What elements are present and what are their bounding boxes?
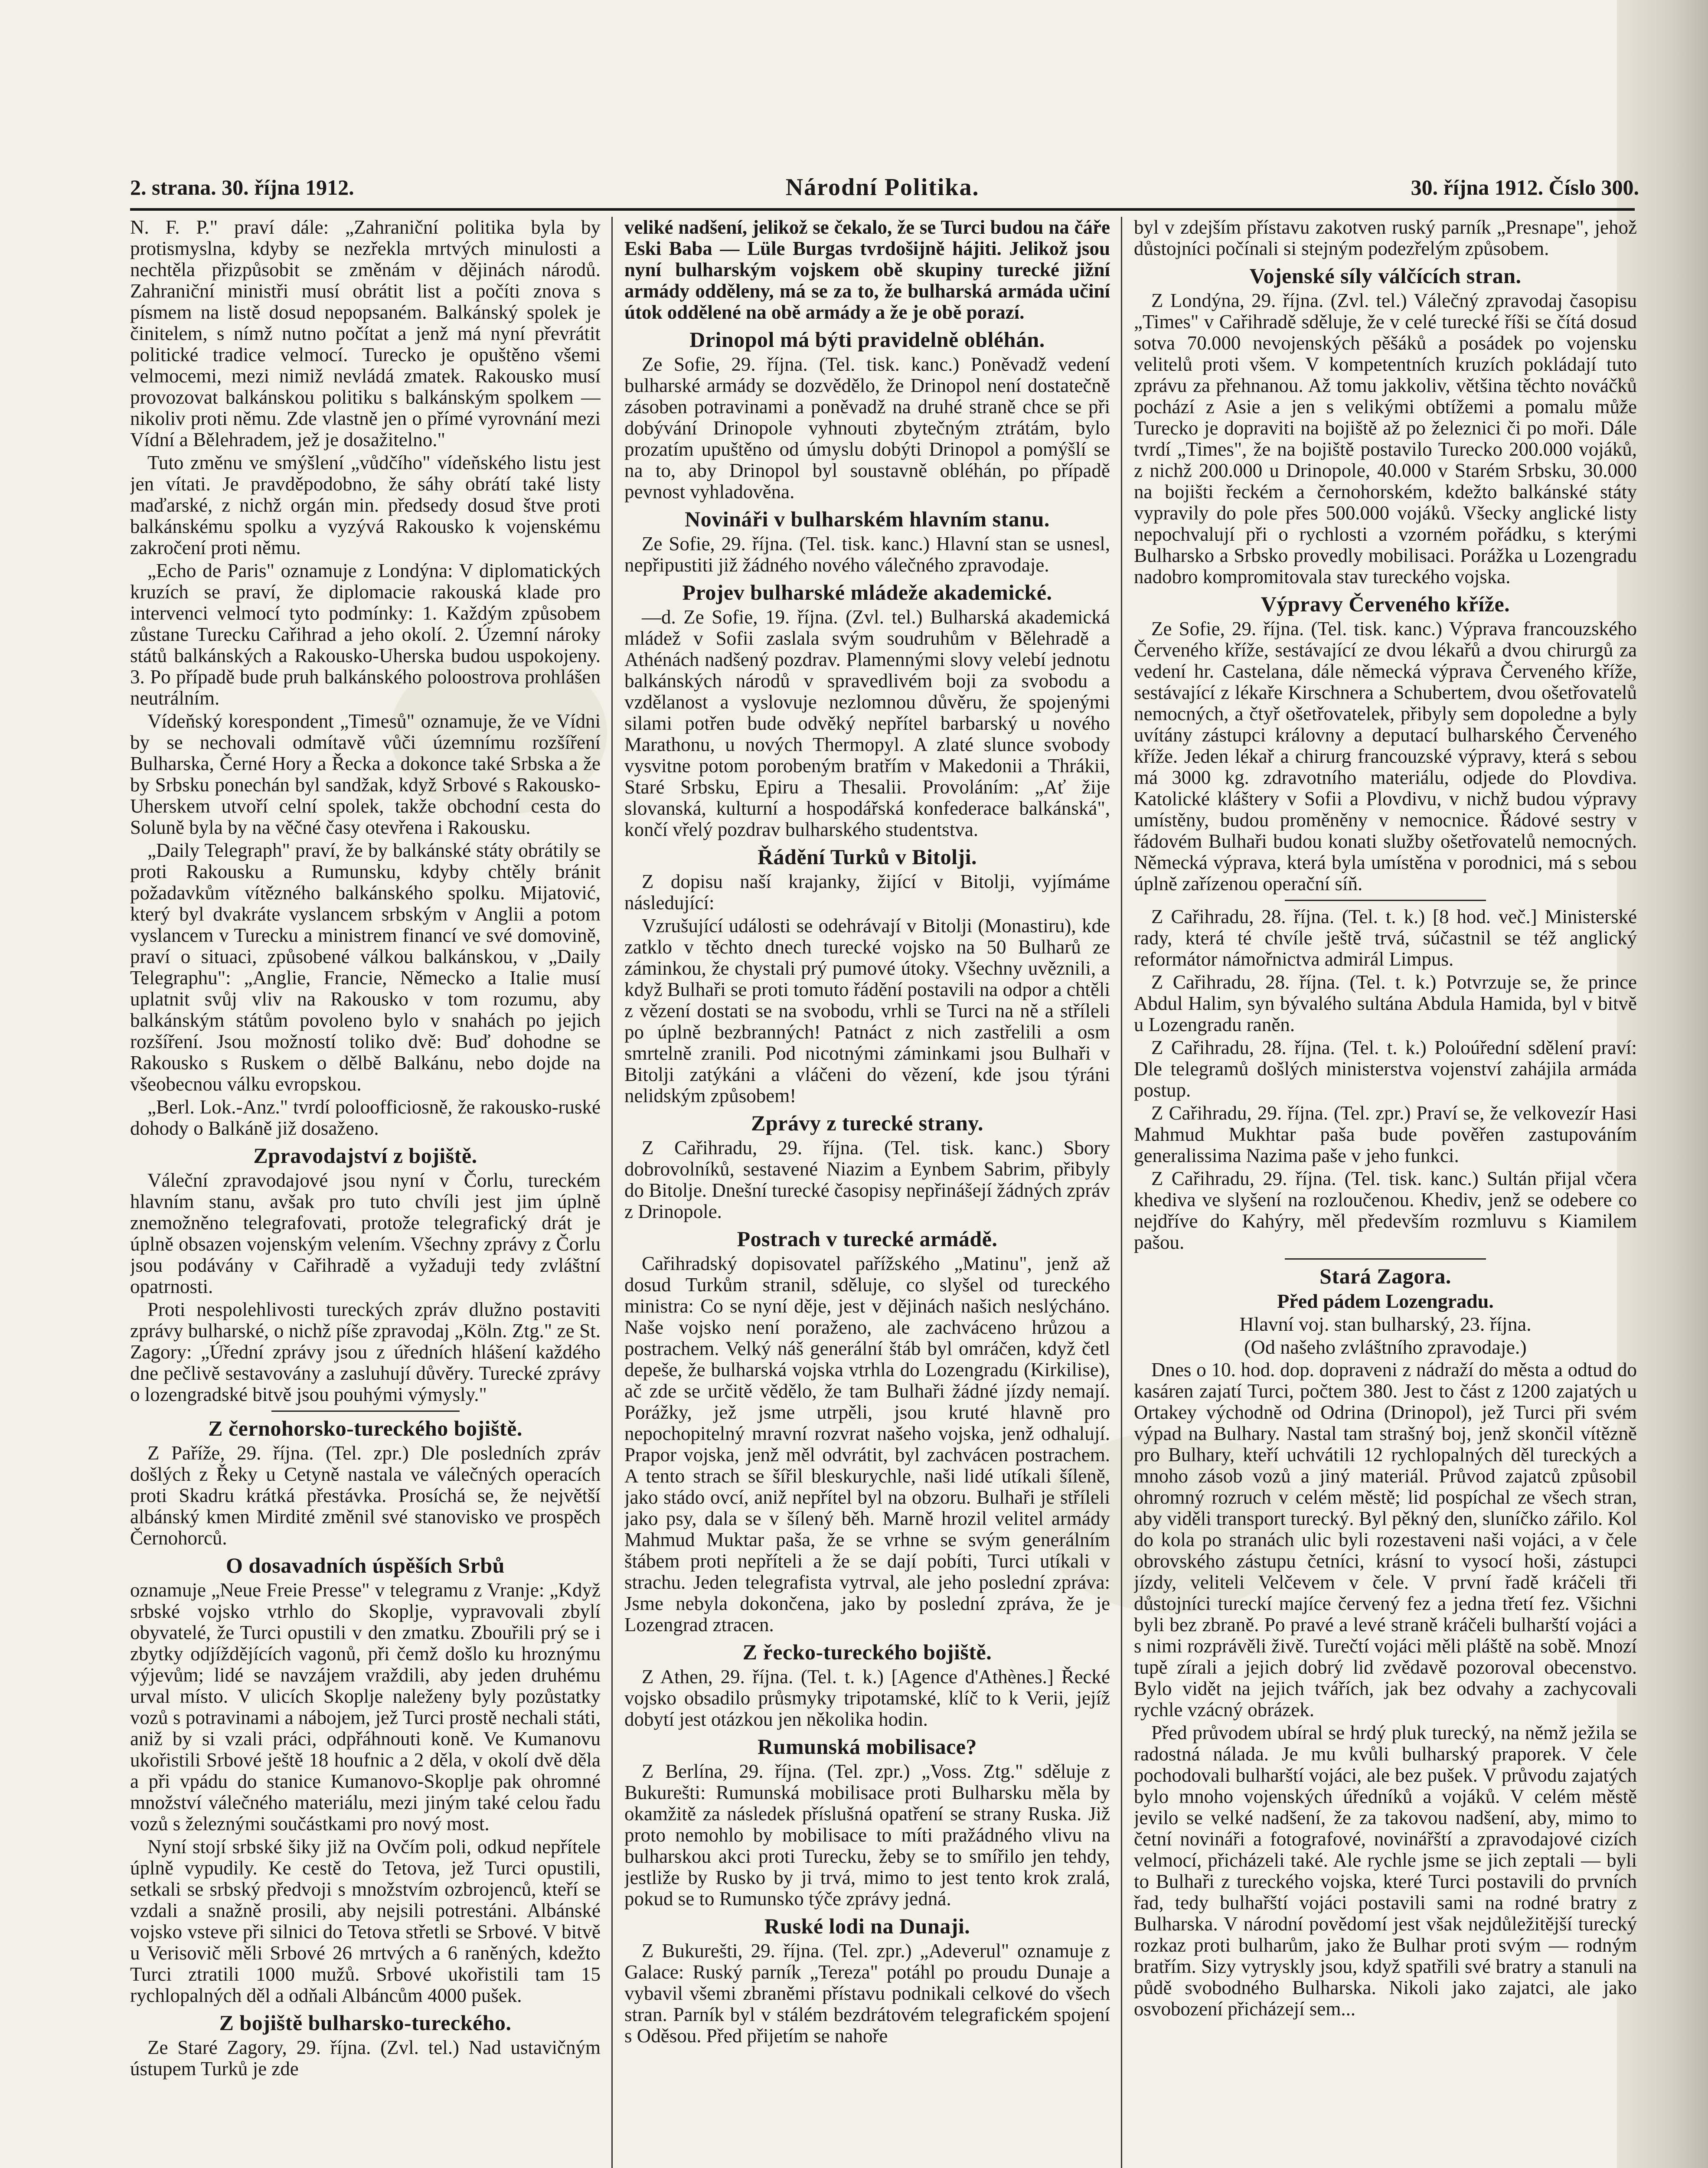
article-paragraph: Z Paříže, 29. října. (Tel. zpr.) Dle posledních zpráv došlých z Řeky u Cetyně nastala ve válečných operacích proti Skadru krátká přestávka. Prosíchá se, že největší albánský kmen Mirdité změnil své stanovisko ve prospěch Černohorců. [130,1442,601,1549]
article-heading: Z bojiště bulharsko-tureckého. [219,2011,512,2035]
section-separator [1285,1258,1486,1260]
article-paragraph: Z Cařihradu, 28. října. (Tel. t. k.) [8 hod. več.] Ministerské rady, která té chvíle ještě trvá, súčastnil se též anglický reformátor námořnictva admirál Limpus. [1134,906,1637,970]
article-byline: (Od našeho zvláštního zpravodaje.) [1244,1336,1527,1358]
article-paragraph: Ze Sofie, 29. října. (Tel. tisk. kanc.) Hlavní stan se usnesl, nepřipustiti již žádného nového válečného zpravodaje. [624,533,1110,576]
masthead-right: 30. října 1912. Číslo 300. [1411,175,1639,199]
article-paragraph: Z Cařihradu, 29. října. (Tel. zpr.) Praví se, že velkovezír Hasi Mahmud Mukhtar paša bude pověřen zastupováním generalissima Nazima paše v jeho funkci. [1134,1102,1637,1166]
article-paragraph: Tuto změnu ve smýšlení „vůdčího" vídeňského listu jest jen vítati. Je pravděpodobno, že sáhy obrátí také listy maďarské, z nichž orgán min. předsedy dosud štve proti balkánskému spolku a vyzývá Rakousko k vojenskému zakročení proti němu. [130,452,601,558]
article-heading: O dosavadních úspěších Srbů [226,1553,505,1577]
article-paragraph: Ze Sofie, 29. října. (Tel. tisk. kanc.) Výprava francouzského Červeného kříže, sestávající ze dvou lékařů a dvou chirurgů za vedení hr. Castelana, dále německá výprava Červeného kříže, sestávající z lékaře Kirschnera a Schubertem, dvou ošetřovatelů nemocných, a čtyř ošetřovatelek, přibyly sem dopoledne a byly uvítány zástupci královny a deputací bulharského Červeného kříže. Jeden lékař a chirurg francouzské výpravy, která s sebou má 3000 kg. zdravotního materiálu, odjede do Plovdiva. Katolické kláštery v Sofii a Plovdivu, v nichž budou výpravy umístěny, budou proměněny v nemocnice. Řádové sestry v řádovém Bulhaři budou konati služby ošetřovatelů nemocných. Německá výprava, která byla umístěna v porodnici, má s sebou úplně zařízenou operační síň. [1134,618,1637,895]
column-divider [1121,217,1122,2168]
column-2 [624,217,1110,2168]
article-subheading: Před pádem Lozengradu. [1277,1290,1494,1312]
article-paragraph: Nyní stojí srbské šiky již na Ovčím poli, odkud nepřítele úplně vypudily. Ke cestě do Tetova, jež Turci opustili, setkali se srbský předvoji s množstvím ozbrojenců, kteří se vzdali a snažně prosili, aby nejsili potrestáni. Albánské vojsko vsteve při silnici do Tetova střetli se Srbové. V bitvě u Verisovič měli Srbové 26 mrtvých a 6 raněných, kdežto Turci ztratili 1000 mužů. Srbové ukořistili tam 15 rychlopalných děl a odňali Albáncům 4000 pušek. [130,1836,601,2006]
article-paragraph: Z Londýna, 29. října. (Zvl. tel.) Válečný zpravodaj časopisu „Times" v Cařihradě sděluje, že v celé turecké říši se čítá dosud sotva 70.000 nevojenských pěšáků a posádek po vojensku velitelů proti všem. V kompetentních kruzích pokládají tuto zprávu za přehnanou. Až tomu jakkoliv, většina těchto nováčků pochází z Asie a jen s velikými obtížemi a pomalu může Turecko je dopraviti na bojiště až po železnici či po moři. Dále tvrdí „Times", že na bojiště postavilo Turecko 200.000 vojáků, z nichž 200.000 u Drinopole, 40.000 v Starém Srbsku, 30.000 na bojišti řeckém a černohorském, kdežto balkánské státy vypravily do pole přes 500.000 vojáků. Všecky anglické listy nepochvalují při o rychlosti a vzorném pořádku, s kterými Bulharsko a Srbsko provedly mobilisaci. Porážka u Lozengradu nadobro kompromitovala stav tureckého vojska. [1134,290,1637,588]
article-heading: Stará Zagora. [1319,1264,1451,1288]
article-paragraph: Z Bukurešti, 29. října. (Tel. zpr.) „Adeverul" oznamuje z Galace: Ruský parník „Tereza" potáhl po proudu Dunaje a vybavil všemi zbraněmi přístavu podnikali celkové do všech stran. Parník byl v stálém bezdrátovém telegrafickém spojení s Oděsou. Před přijetím se nahoře [624,1940,1110,2047]
article-heading: Zpravodajství z bojiště. [253,1143,477,1168]
article-paragraph: Cařihradský dopisovatel pařížského „Matinu", jenž až dosud Turkům stranil, sděluje, co slyšel od tureckého ministra: Co se nyní děje, jest v dějinách našich neslýcháno. Naše vojsko není poraženo, ale zachváceno hrůzou a postrachem. Velký náš generální štáb byl omráčen, když četl depeše, že bulharská vojska vtrhla do Lozengradu (Kirkilise), ač zde se určitě vědělo, že tam Bulhaři žádné jízdy nemají. Porážky, jež jsme utrpěli, jsou kruté hlavně pro nepochopitelný mravní rozvrat našeho vojska, jenž odhalují. Prapor vojska, jenž měl odvrátit, byl zachvácen postrachem. A tento strach se šířil bleskurychle, naši lidé utíkali šíleně, jako stádo ovcí, aniž nepřítel byl na obzoru. Bulhaři je stříleli jako psy, dala se v šílený běh. Marně hrozil velitel armády Mahmud Muktar paša, že se vrhne se svým generálním štábem proti nepříteli a že se dají pobíti, Turci utíkali v strachu. Jeden telegrafista vytrval, ale jeho poslední zpráva: Jsme nebyla dokončena, jako by poslední zpráva, že je Lozengrad ztracen. [624,1253,1110,1636]
article-paragraph: Proti nespolehlivosti tureckých zpráv dlužno postaviti zprávy bulharské, o nichž píše zpravodaj „Köln. Ztg." ze St. Zagory: „Úřední zprávy jsou z úředních hlášení každého dne pečlivě sestavovány a zasluhují důvěry. Turecké zprávy o lozengradské bitvě jsou pouhými výmysly." [130,1299,601,1405]
article-paragraph: Dnes o 10. hod. dop. dopraveni z nádraží do města a odtud do kasáren zajatí Turci, počtem 380. Jest to část z 1200 zajatých u Ortakey východně od Odrina (Drinopol), jež Turci při svém výpad na Bulhary. Nastal tam strašný boj, jenž skončil vítězně pro Bulhary, kteří uchvátili 12 rychlopalných děl tureckých a mnoho zásob vozů a jiný materiál. Průvod zajatců způsobil ohromný rozruch v celém městě; lid pospíchal ze všech stran, aby viděli transport turecký. Byl pěkný den, sluníčko zářilo. Kol do kola po stranách ulic byli rozestaveni naši vojáci, a v čele obrovského zástupu četníci, krásní to vysocí hoši, zástupci jízdy, veliteli Velčevem v čele. V první řadě kráčeli tři důstojníci tureckí majíce červený fez a jedna třetí fez. Všichni byli bez zbraně. Po pravé a levé straně kráčeli bulharští vojáci a s nimi rozprávěli živě. Turečtí vojáci měli pláště na sobě. Mnozí tupě zírali a jejich dobrý lid zvědavě pozoroval obecenstvo. Bylo vidět na jejich tvářích, jak bez odvahy a zachycovali rychle vzácný obrázek. [1134,1359,1637,1721]
masthead [130,170,1639,205]
article-paragraph: N. F. P." praví dále: „Zahraniční politika byla by protismyslna, kdyby se nezřekla mrtvých minulosti a nechtěla přizpůsobit se změnám v dějinách národů. Zahraniční ministři musí obrátit list a počíti znova s písmem na listě dosud nepopsaném. Balkánský spolek je činitelem, s nímž nutno počítat a jenž má nyní převrátit politické tradice velmocí. Turecko je opuštěno všemi velmocemi, mezi nimiž nevládá zmatek. Rakousko musí provozovat balkánskou politiku s balkánským spolkem — nikoliv proti němu. Zde vlastně jen o přímé vyrovnání mezi Vídní a Bělehradem, jež je dosažitelno." [130,217,601,451]
article-paragraph: Z Cařihradu, 29. října. (Tel. tisk. kanc.) Sultán přijal včera khediva ve slyšení na rozloučenou. Khediv, jenž se odebere co nejdříve do Kahýry, měl především rozmluvu s Kiamilem pašou. [1134,1168,1637,1253]
article-paragraph: Ze Sofie, 29. října. (Tel. tisk. kanc.) Poněvadž vedení bulharské armády se dozvědělo, že Drinopol není dostatečně zásoben potravinami a poněvadž na druhé straně chce se při dobývání Drinopole vyhnouti zbytečným ztrátám, bylo prozatím upuštěno od úmyslu dobýti Drinopol a pomýšlí se na to, aby Drinopol byl soustavně obléhán, po případě pevnost vyhladověna. [624,353,1110,503]
column-1 [130,217,601,2168]
article-paragraph: „Echo de Paris" oznamuje z Londýna: V diplomatických kruzích se praví, že diplomacie rakouská klade pro intervenci velmocí tyto podmínky: 1. Každým způsobem zůstane Turecku Cařihrad a jeho okolí. 2. Územní nároky států balkánských a Rakousko-Uherska budou uspokojeny. 3. Po případě bude pruh balkánského poloostrova prohlášen neutrálním. [130,560,601,709]
article-paragraph: Před průvodem ubíral se hrdý pluk turecký, na němž ježila se radostná nálada. Je mu kvůli bulharský praporek. V čele pochodovali bulharští vojáci, ale bez pušek. V průvodu zajatých bylo mnoho vojenských úředníků a vojáků. V celém městě jevilo se velké nadšení, že za takovou nadšení, aby, mimo to četní novináři a fotografové, novinářští a zpravodajové cizích velmocí, přicházeli také. Ale rychle jsme se jich zeptali — byli to Bulhaři z tureckého vojska, které Turci postavili do prvních řad, tedy bulhařští vojáci postavili sami na rodné bratry z Bulharska. V národní povědomí jest však nejdůležitější turecký rozkaz proti bulharům, jako že Bulhar proti svým — rodným bratřím. Sizy vytryskly jsou, když spatřili své bratry a stanuli na půdě svobodného Bulharska. Nikoli jako zajatci, ale jako osvobození přicházejí sem... [1134,1722,1637,2020]
article-paragraph: —d. Ze Sofie, 19. října. (Zvl. tel.) Bulharská akademická mládež v Sofii zaslala svým soudruhům v Bělehradě a Athénách nadšený pozdrav. Plamennými slovy velebí jednotu balkánských národů v spravedlivém boji za svobodu a vzdělanost a vyslovuje nezlomnou důvěru, že spojenými silami potřen bude odvěký nepřítel barbarský u nového Marathonu, u nových Thermopyl. A zlaté slunce svobody vysvitne potom porobeným bratřím v Makedonii a Thrákii, Staré Srbsku, Epiru a Thesalii. Provoláním: „Ať žije slovanská, kulturní a hospodářská konfederace balkánská", končí vřelý pozdrav bulharského studentstva. [624,606,1110,840]
article-paragraph: Vzrušující události se odehrávají v Bitolji (Monastiru), kde zatklo v těchto dnech turecké vojsko na 50 Bulharů ze záminkou, že chystali prý pumové útoky. Všechny uvěznili, a když Bulhaři se proti tomuto řádění postavili na odpor a chtěli z vězení dostati se na svobodu, vrhli se Turci na ně a stříleli po úplně bezbranných! Patnáct z nich zastřelili a osm smrtelně zranili. Pod nicotnými záminkami jsou Bulhaři v Bitolji zatýkáni a vláčeni do vězení, kde jsou týráni nelidským způsobem! [624,915,1110,1107]
article-heading: Postrach v turecké armádě. [737,1227,998,1251]
article-paragraph: Z Cařihradu, 28. října. (Tel. t. k.) Potvrzuje se, že prince Abdul Halim, syn bývalého sultána Abdula Hamida, byl v bitvě u Lozengradu raněn. [1134,971,1637,1035]
column-3 [1134,217,1637,2168]
article-heading: Z řecko-tureckého bojiště. [742,1640,992,1664]
article-paragraph: Z Berlína, 29. října. (Tel. zpr.) „Voss. Ztg." sděluje z Bukurešti: Rumunská mobilisace proti Bulharsku měla by okamžitě za následek příslušná opatření se strany Ruska. Již proto nemohlo by mobilisace to míti pražádného vlivu na bulharskou akci proti Turecku, žeby se to smířilo jen tehdy, jestliže by Rusko by ji trvá, mimo to jest tento krok zralá, pokud se to Rumunsko týče zprávy jedná. [624,1760,1110,1910]
article-heading: Řádění Turků v Bitolji. [757,845,977,869]
newspaper-title: Národní Politika. [785,174,980,201]
article-paragraph: Vídeňský korespondent „Timesů" oznamuje, že ve Vídni by se nechovali odmítavě vůči územnímu rozšíření Bulharska, Černé Hory a Řecka a dokonce také Srbska a že by Srbsku ponechán byl sandžak, když Srbové s Rakousko-Uherskem utvoří celní spolek, takže obchodní cesta do Soluně byla by na věčné časy otevřena i Rakousku. [130,710,601,838]
article-heading: Z černohorsko-tureckého bojiště. [208,1416,523,1440]
article-paragraph: byl v zdejším přístavu zakotven ruský parník „Presnape", jehož důstojníci počínali si stejným podezřelým způsobem. [1134,217,1637,259]
article-heading: Rumunská mobilisace? [758,1734,977,1759]
article-heading: Vojenské síly válčících stran. [1249,264,1522,288]
article-dateline: Hlavní voj. stan bulharský, 23. října. [1239,1313,1532,1335]
article-paragraph: Z dopisu naší krajanky, žijící v Bitolji, vyjímáme následující: [624,871,1110,914]
column-divider [611,217,613,2168]
masthead-rule [130,208,1635,211]
masthead-left: 2. strana. 30. října 1912. [130,175,354,199]
article-paragraph: oznamuje „Neue Freie Presse" v telegramu z Vranje: „Když srbské vojsko vtrhlo do Skoplje, vypravovali zbylí obyvatelé, že Turci opustili v den zmatku. Zbouřili prý se i zbytky odjíždějících vagonů, při čemž došlo ku hroznýmu výjevům; lidé se navzájem vraždili, aby jeden druhému urval místo. V ulicích Skoplje naleženy byly pozůstatky vozů s potravinami a nábojem, jež Turci prostě nechali státi, aniž by si vzali práci, odpřáhnouti koně. Ve Kumanovu ukořistili Srbové ještě 18 houfnic a 2 děla, v okolí dvě děla a při vpádu do stanice Kumanovo-Skoplje pak ohromné množství válečného materiálu, mezi jiným také celou řadu vozů s železnými součástkami pro nový most. [130,1579,601,1835]
article-paragraph: Ze Staré Zagory, 29. října. (Zvl. tel.) Nad ustavičným ústupem Turků je zde [130,2037,601,2080]
article-paragraph: „Daily Telegraph" praví, že by balkánské státy obrátily se proti Rakousku a Rumunsku, kdyby chtěly bránit požadavkům vítězného balkánského spolku. Mijatović, který byl dvakráte vyslancem srbským v Anglii a potom vyslancem v Turecku a ministrem financí ve své domovině, praví o situaci, způsobené válkou balkánskou, v „Daily Telegraphu": „Anglie, Francie, Německo a Italie musí uplatnit svůj vliv na Rakousko v tom rozumu, aby balkánským státům povoleno bylo v snahách po jejich rozšíření. Jsou možností toliko dvě: Buď dohodne se Rakousko s Ruskem o dělbě Balkánu, nebo dojde na všeobecnou válku evropskou. [130,839,601,1095]
section-separator [271,1411,460,1412]
article-paragraph: veliké nadšení, jelikož se čekalo, že se Turci budou na čáře Eski Baba — Lüle Burgas tvrdošijně hájiti. Jelikož jsou nyní bulharským vojskem obě skupiny turecké jižní armády odděleny, má se za to, že bulharská armáda učiní útok oddělené na obě armády a že je obě porazí. [624,217,1110,323]
article-heading: Novináři v bulharském hlavním stanu. [685,507,1050,531]
article-heading: Zprávy z turecké strany. [751,1111,984,1135]
article-paragraph: Z Cařihradu, 29. října. (Tel. tisk. kanc.) Sbory dobrovolníků, sestavené Niazim a Eynbem Sabrim, přibyly do Bitolje. Dnešní turecké časopisy nepřinášejí žádných zpráv z Drinopole. [624,1137,1110,1222]
article-paragraph: „Berl. Lok.-Anz." tvrdí poloofficiosně, že rakousko-ruské dohody o Balkáně již dosaženo. [130,1096,601,1139]
article-heading: Drinopol má býti pravidelně obléhán. [689,327,1045,352]
section-separator [1285,900,1486,901]
article-paragraph: Z Athen, 29. října. (Tel. t. k.) [Agence d'Athènes.] Řecké vojsko obsadilo průsmyky tripotamské, klíč to k Verii, jejíž dobytí jest otázkou jen několika hodin. [624,1666,1110,1730]
article-heading: Výpravy Červeného kříže. [1261,592,1510,616]
article-heading: Ruské lodi na Dunaji. [764,1914,970,1938]
article-heading: Projev bulharské mládeže akademické. [682,580,1052,604]
article-paragraph: Váleční zpravodajové jsou nyní v Čorlu, tureckém hlavním stanu, avšak pro tuto chvíli jest jim úplně znemožněno telegrafovati, protože telegrafický drát je úplně obsazen vojenským velením. Všechny zprávy z Čorlu jsou podávány v Cařihradě a vyžaduji tedy zvláštní opatrnosti. [130,1169,601,1297]
article-paragraph: Z Cařihradu, 28. října. (Tel. t. k.) Poloúřední sdělení praví: Dle telegramů došlých ministerstva vojenství zahájila armáda postup. [1134,1037,1637,1101]
